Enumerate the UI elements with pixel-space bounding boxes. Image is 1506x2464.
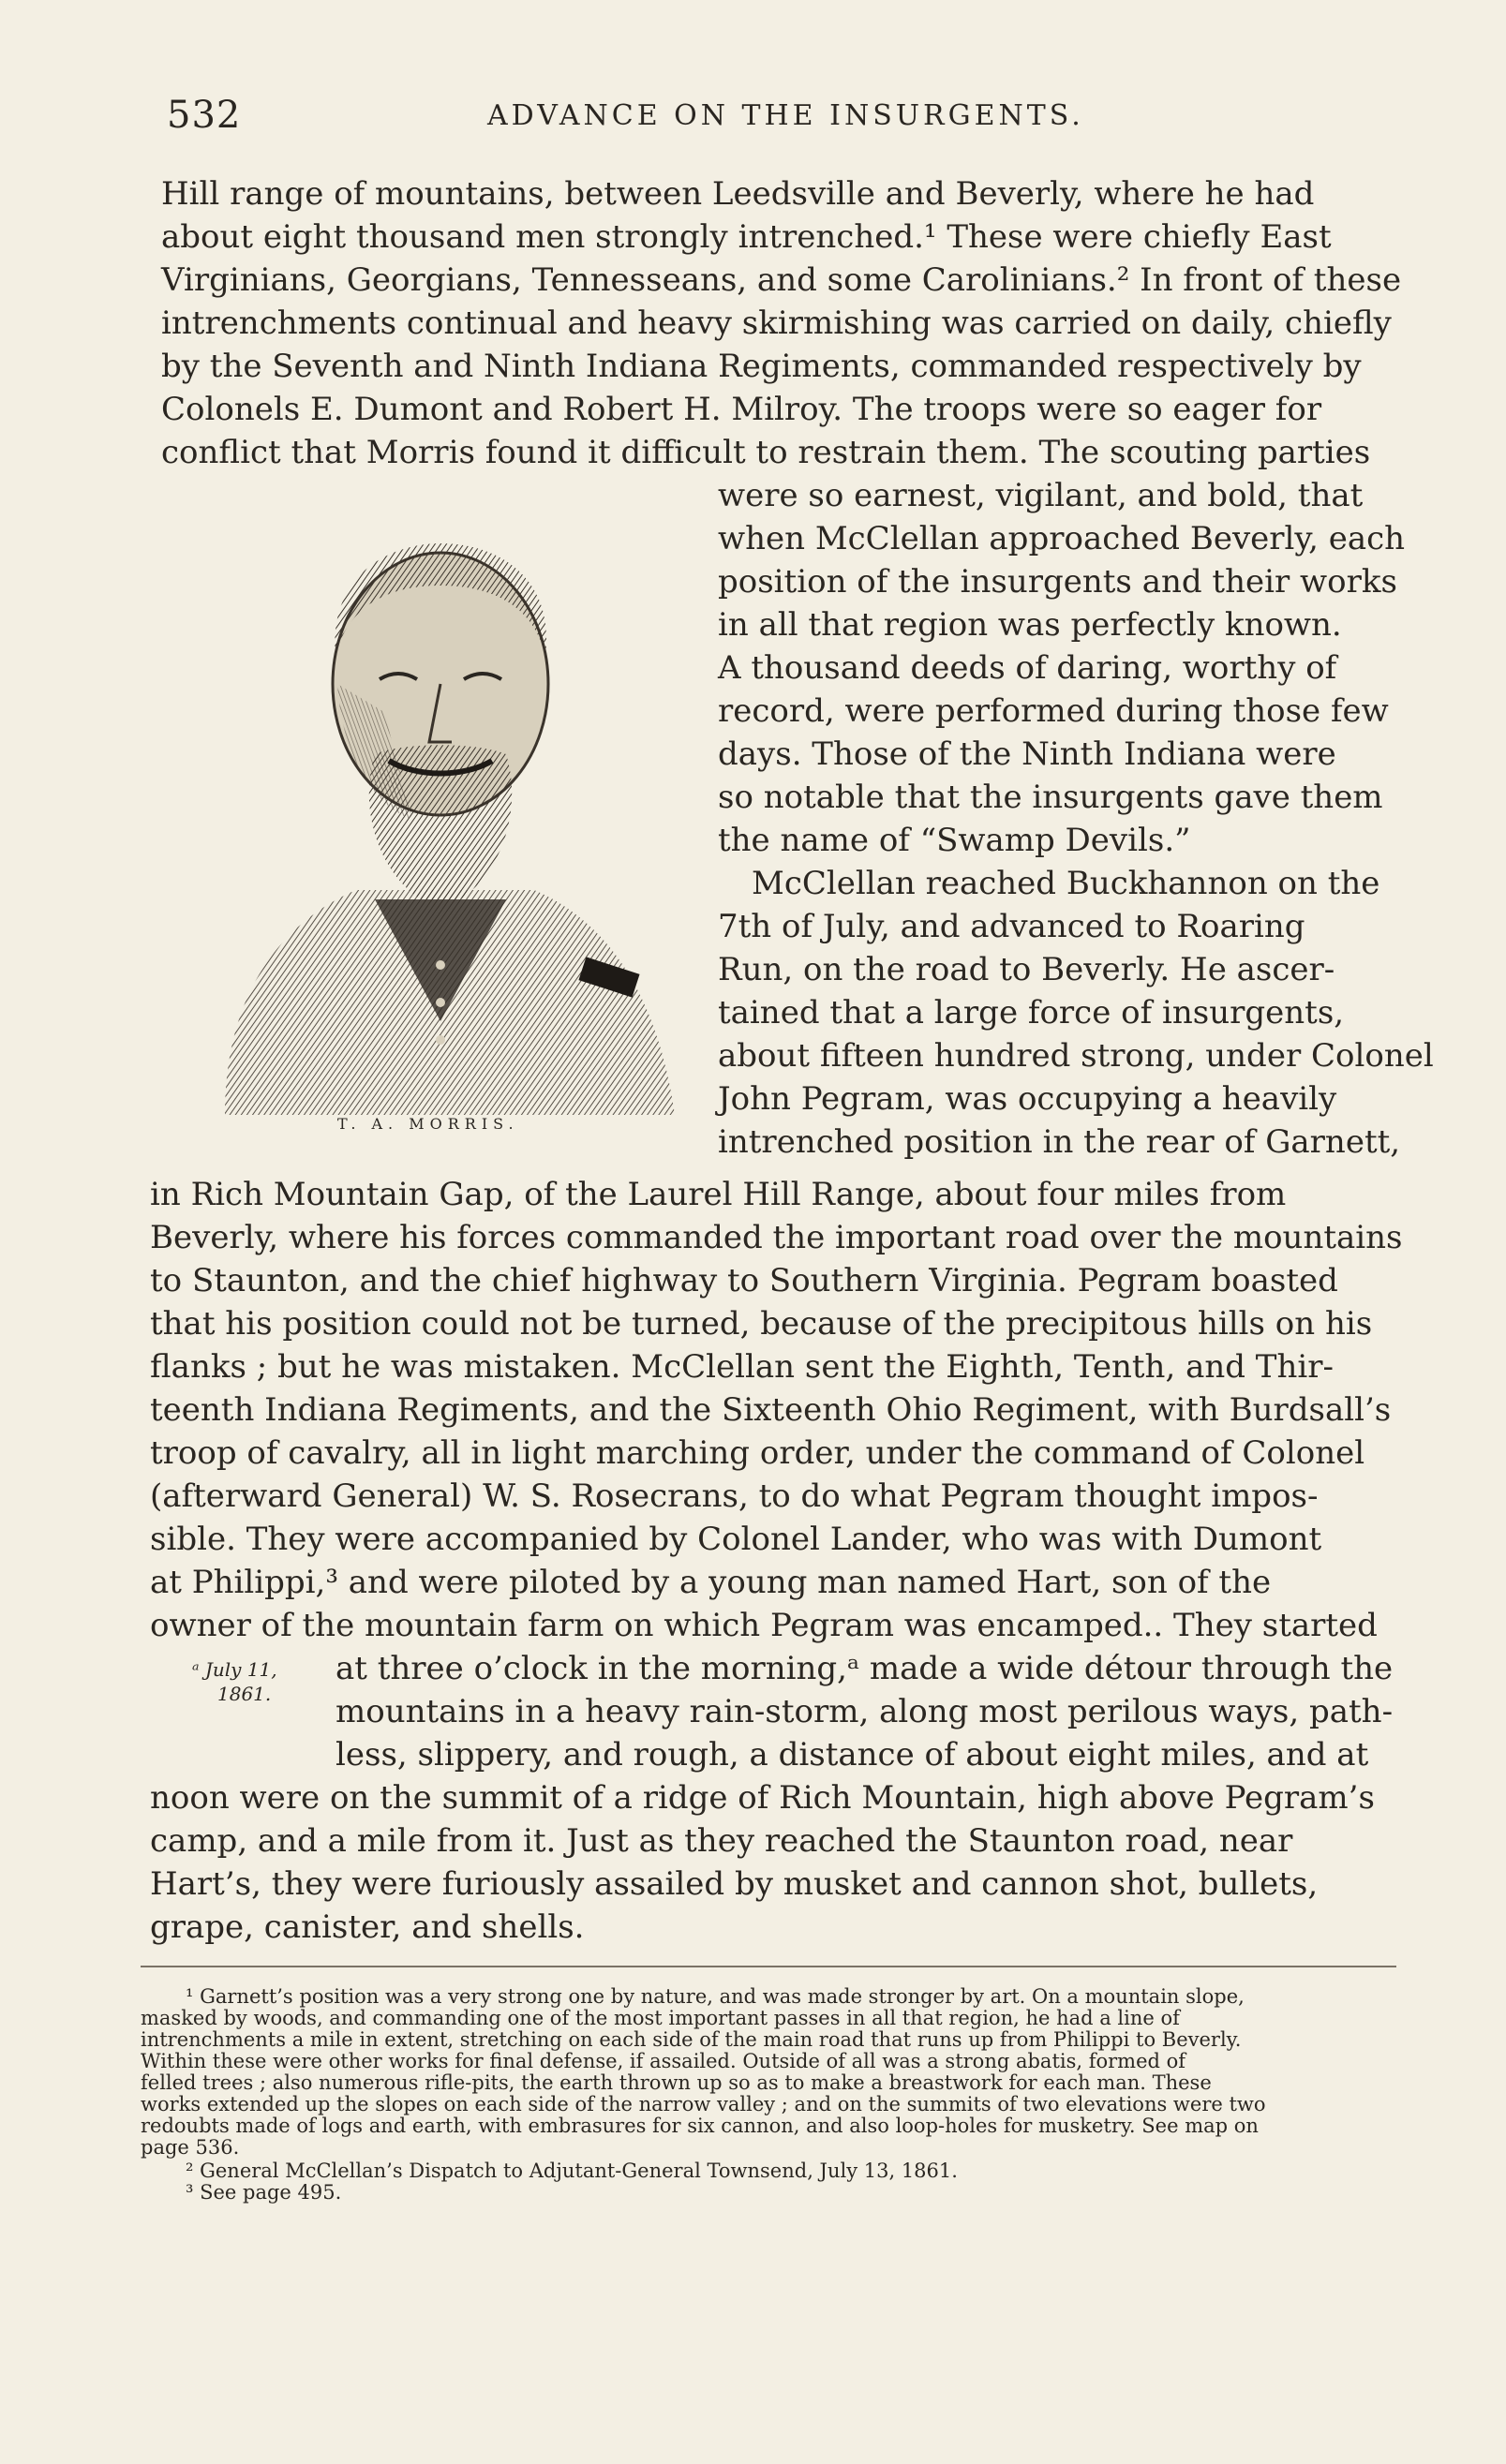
body-line: Run, on the road to Beverly. He ascer- (718, 951, 1335, 988)
body-line: Virginians, Georgians, Tennesseans, and some Carolinians.² In front of these (161, 261, 1402, 299)
body-line: camp, and a mile from it. Just as they reached the Staunton road, near (150, 1822, 1293, 1860)
body-line: intrenched position in the rear of Garnett, (718, 1123, 1401, 1161)
footnote-line: page 536. (141, 2136, 240, 2159)
body-line: A thousand deeds of daring, worthy of (718, 649, 1337, 687)
body-line: grape, canister, and shells. (150, 1908, 585, 1946)
body-line: so notable that the insurgents gave them (718, 779, 1383, 816)
body-line: flanks ; but he was mistaken. McClellan sent the Eighth, Tenth, and Thir- (150, 1348, 1334, 1386)
body-line: sible. They were accompanied by Colonel Lander, who was with Dumont (150, 1521, 1322, 1558)
portrait-caption: T. A. MORRIS. (337, 1115, 519, 1133)
body-line: position of the insurgents and their works (718, 563, 1397, 601)
body-line: to Staunton, and the chief highway to Southern Virginia. Pegram boasted (150, 1262, 1338, 1299)
body-line: record, were performed during those few (718, 692, 1389, 730)
body-line: that his position could not be turned, because of the precipitous hills on his (150, 1305, 1373, 1343)
body-line: mountains in a heavy rain-storm, along most perilous ways, path- (335, 1693, 1394, 1730)
body-line: the name of “Swamp Devils.” (718, 822, 1191, 859)
footnote-line: redoubts made of logs and earth, with embrasures for six cannon, and also loop-holes for musketry. See map on (141, 2115, 1259, 2137)
body-line: McClellan reached Buckhannon on the (752, 865, 1380, 902)
footnote-divider (141, 1966, 1396, 1967)
body-line: Hill range of mountains, between Leedsville and Beverly, where he had (161, 175, 1315, 213)
body-line: at three o’clock in the morning,ᵃ made a wide détour through the (335, 1650, 1394, 1687)
body-line: Colonels E. Dumont and Robert H. Milroy. The troops were so eager for (161, 391, 1322, 428)
footnote-line: ¹ Garnett’s position was a very strong one by nature, and was made stronger by art. On a mountain slope, (186, 1985, 1245, 2008)
body-line: days. Those of the Ninth Indiana were (718, 735, 1336, 773)
body-line: were so earnest, vigilant, and bold, that (718, 477, 1364, 514)
footnote-line: ³ See page 495. (186, 2181, 342, 2204)
body-line: (afterward General) W. S. Rosecrans, to do what Pegram thought impos- (150, 1477, 1319, 1515)
footnote-line: masked by woods, and commanding one of the most important passes in all that region, he had a line of (141, 2007, 1180, 2029)
body-line: troop of cavalry, all in light marching order, under the command of Colonel (150, 1434, 1365, 1472)
footnote-line: felled trees ; also numerous rifle-pits, the earth thrown up so as to make a breastwork for each man. These (141, 2071, 1212, 2094)
portrait-engraving (187, 497, 693, 1115)
body-line: tained that a large force of insurgents, (718, 994, 1345, 1032)
body-line: intrenchments continual and heavy skirmishing was carried on daily, chiefly (161, 304, 1392, 342)
sidenote-year: 1861. (217, 1683, 272, 1705)
body-line: in Rich Mountain Gap, of the Laurel Hill Range, about four miles from (150, 1176, 1287, 1213)
body-line: noon were on the summit of a ridge of Rich Mountain, high above Pegram’s (150, 1779, 1375, 1817)
body-line: by the Seventh and Ninth Indiana Regiments, commanded respectively by (161, 348, 1362, 385)
body-line: less, slippery, and rough, a distance of about eight miles, and at (335, 1736, 1369, 1774)
body-line: at Philippi,³ and were piloted by a young man named Hart, son of the (150, 1564, 1272, 1601)
footnote-line: intrenchments a mile in extent, stretching on each side of the main road that runs up from Philippi to Beverly. (141, 2028, 1242, 2051)
page-number: 532 (167, 94, 242, 137)
body-line: John Pegram, was occupying a heavily (718, 1080, 1337, 1118)
footnote-line: ² General McClellan’s Dispatch to Adjutant-General Townsend, July 13, 1861. (186, 2160, 958, 2182)
body-line: about eight thousand men strongly intrenched.¹ These were chiefly East (161, 218, 1332, 256)
running-head: ADVANCE ON THE INSURGENTS. (487, 99, 1084, 132)
body-line: teenth Indiana Regiments, and the Sixteenth Ohio Regiment, with Burdsall’s (150, 1391, 1392, 1429)
body-line: conflict that Morris found it difficult to restrain them. The scouting parties (161, 434, 1371, 471)
body-line: Beverly, where his forces commanded the important road over the mountains (150, 1219, 1403, 1256)
body-line: when McClellan approached Beverly, each (718, 520, 1406, 557)
sidenote-date: ᵃ July 11, (192, 1658, 277, 1681)
footnote-line: Within these were other works for final defense, if assailed. Outside of all was a strong abatis, formed of (141, 2050, 1186, 2072)
body-line: in all that region was perfectly known. (718, 606, 1342, 644)
body-line: about fifteen hundred strong, under Colonel (718, 1037, 1434, 1075)
body-line: owner of the mountain farm on which Pegram was encamped.. They started (150, 1607, 1378, 1644)
footnote-line: works extended up the slopes on each side of the narrow valley ; and on the summits of two elevations were two (141, 2093, 1266, 2115)
body-line: 7th of July, and advanced to Roaring (718, 908, 1305, 945)
body-line: Hart’s, they were furiously assailed by musket and cannon shot, bullets, (150, 1865, 1319, 1903)
